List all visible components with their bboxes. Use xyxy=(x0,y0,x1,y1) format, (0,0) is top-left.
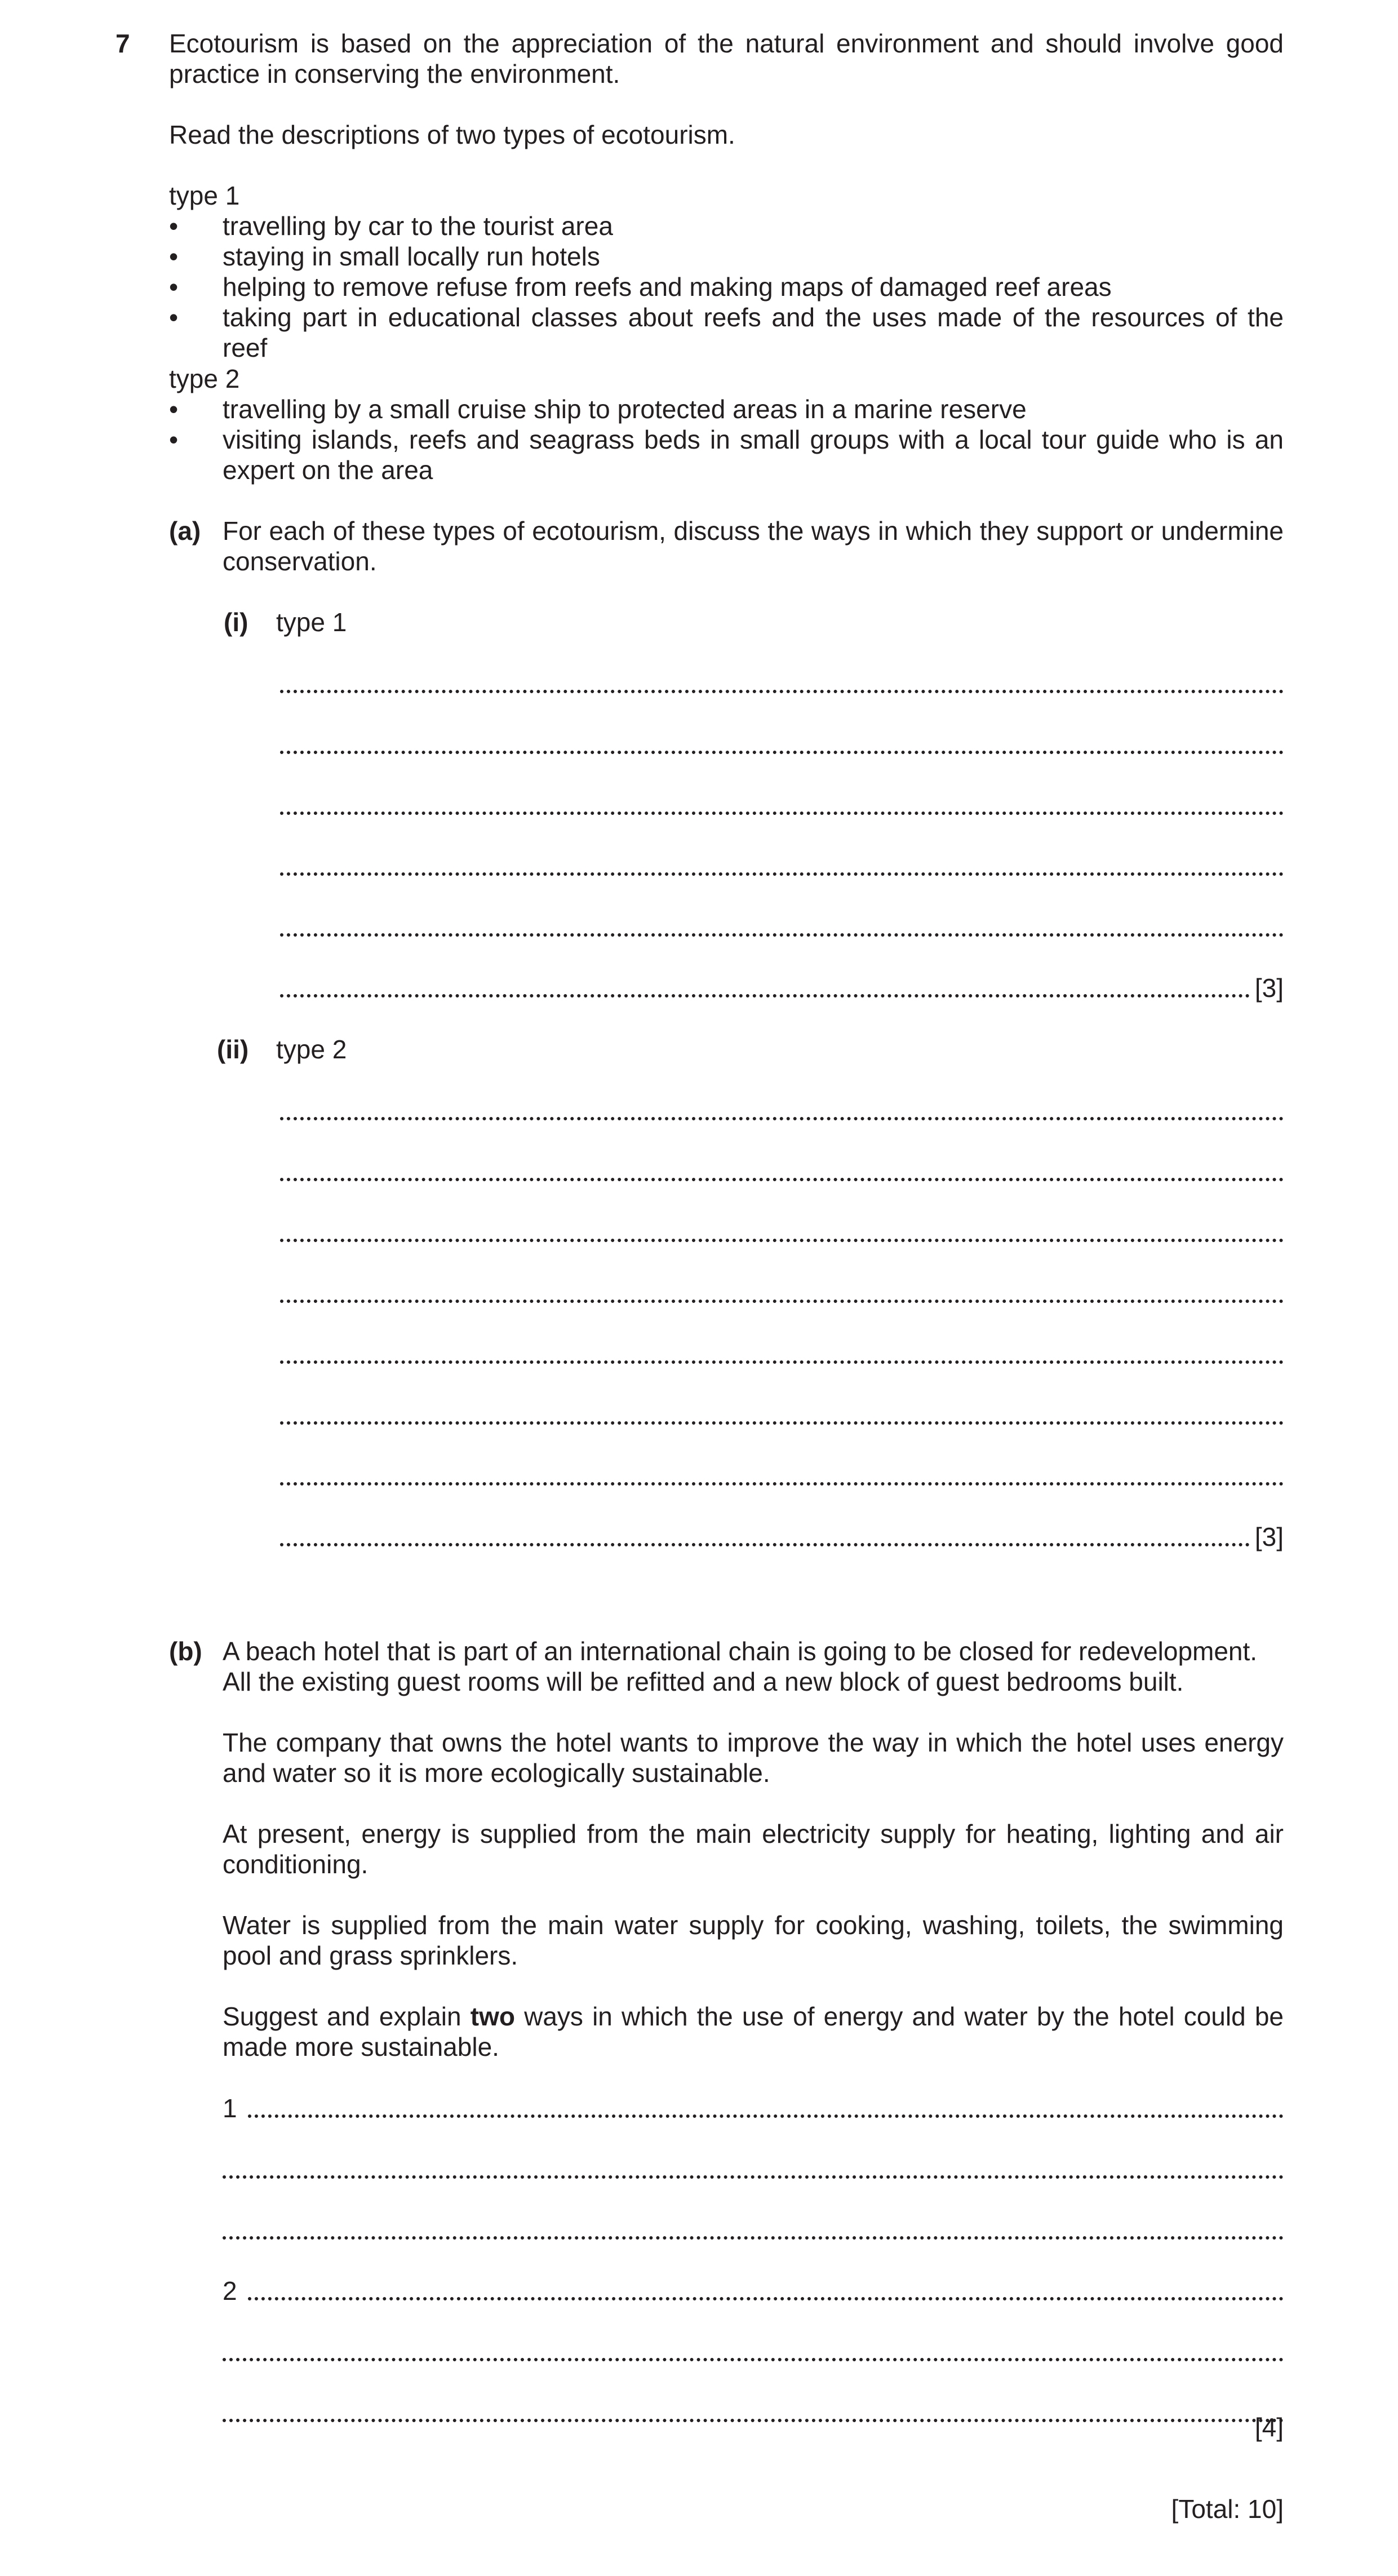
part-a-text: For each of these types of ecotourism, discuss the ways in which they support or undermine conservation. xyxy=(223,516,1284,576)
answer-number: 1 xyxy=(223,2094,237,2123)
answer-lines-b xyxy=(223,2063,1284,2428)
type2-bullet: • visiting islands, reefs and seagrass beds in small groups with a local tour guide who is an expert on the area xyxy=(169,425,1284,485)
answer-lines-a-ii xyxy=(280,1065,1284,1552)
type1-bullet: • taking part in educational classes about reefs and the uses made of the resources of the reef xyxy=(169,303,1284,362)
part-a-label: (a) xyxy=(169,516,201,546)
bullet-icon: • xyxy=(169,303,179,332)
answer-line[interactable] xyxy=(280,1491,1284,1552)
part-a-i-text: type 1 xyxy=(276,608,347,637)
answer-line[interactable] xyxy=(280,638,1284,699)
bullet-icon: • xyxy=(169,394,179,424)
answer-line-2[interactable] xyxy=(223,2245,1284,2306)
answer-line[interactable] xyxy=(280,1126,1284,1187)
bullet-icon: • xyxy=(169,272,179,302)
question-total: [Total: 10] xyxy=(1171,2494,1284,2524)
type1-description xyxy=(169,180,1284,363)
read-instruction: Read the descriptions of two types of ecotourism. xyxy=(169,120,735,149)
answer-line[interactable] xyxy=(223,2306,1284,2367)
part-b-para1-line1: A beach hotel that is part of an international chain is going to be closed for redevelopment. xyxy=(223,1637,1258,1666)
type1-label: type 1 xyxy=(169,181,240,210)
bullet-icon: • xyxy=(169,211,179,241)
type2-bullet: • travelling by a small cruise ship to protected areas in a marine reserve xyxy=(169,394,1027,424)
answer-line[interactable] xyxy=(280,1187,1284,1248)
answer-line[interactable] xyxy=(280,881,1284,942)
part-b-para4: Water is supplied from the main water supply for cooking, washing, toilets, the swimming pool and grass sprinklers. xyxy=(223,1910,1284,1970)
answer-line[interactable] xyxy=(280,1248,1284,1309)
bullet-icon: • xyxy=(169,425,179,454)
answer-lines-a-i xyxy=(280,638,1284,1003)
part-b-para1-line2: All the existing guest rooms will be refitted and a new block of guest bedrooms built. xyxy=(223,1667,1184,1696)
answer-line[interactable] xyxy=(280,1430,1284,1491)
answer-line-1[interactable] xyxy=(223,2063,1284,2123)
answer-line[interactable] xyxy=(223,2367,1284,2428)
answer-line[interactable] xyxy=(280,1309,1284,1369)
part-a-i-label: (i) xyxy=(224,608,248,637)
answer-line[interactable] xyxy=(280,760,1284,821)
part-b-para5: Suggest and explain two ways in which the use of energy and water by the hotel could be made more sustainable. xyxy=(223,2002,1284,2061)
mark-allocation: [3] xyxy=(1254,973,1284,1003)
mark-allocation-b: [4] xyxy=(1254,2413,1284,2442)
part-b-para2: The company that owns the hotel wants to improve the way in which the hotel uses energy and water so it is more ecologically sustainable. xyxy=(223,1728,1284,1788)
answer-line[interactable] xyxy=(280,942,1284,1003)
type2-label: type 2 xyxy=(169,364,240,393)
mark-allocation: [3] xyxy=(1254,1522,1284,1551)
part-a-ii-text: type 2 xyxy=(276,1035,347,1064)
answer-line[interactable] xyxy=(280,821,1284,881)
type1-bullet: • helping to remove refuse from reefs and making maps of damaged reef areas xyxy=(169,272,1112,302)
answer-line[interactable] xyxy=(280,1369,1284,1430)
answer-line[interactable] xyxy=(223,2123,1284,2184)
intro-text: Ecotourism is based on the appreciation of the natural environment and should involve good practice in conserving the environment. xyxy=(169,29,1284,88)
question-number: 7 xyxy=(116,29,130,58)
question-stem xyxy=(169,28,1284,150)
answer-line[interactable] xyxy=(280,1065,1284,1126)
type2-description xyxy=(169,363,1284,485)
type1-bullet: • travelling by car to the tourist area xyxy=(169,211,613,241)
bullet-icon: • xyxy=(169,242,179,271)
type1-bullet: • staying in small locally run hotels xyxy=(169,242,600,271)
part-b-label: (b) xyxy=(169,1637,202,1666)
answer-line[interactable] xyxy=(280,699,1284,760)
part-b-para3: At present, energy is supplied from the main electricity supply for heating, lighting and air conditioning. xyxy=(223,1819,1284,1879)
answer-line[interactable] xyxy=(223,2184,1284,2245)
part-a-ii-label: (ii) xyxy=(217,1035,249,1064)
answer-number: 2 xyxy=(223,2276,237,2305)
part-b-text xyxy=(223,1636,1284,2062)
